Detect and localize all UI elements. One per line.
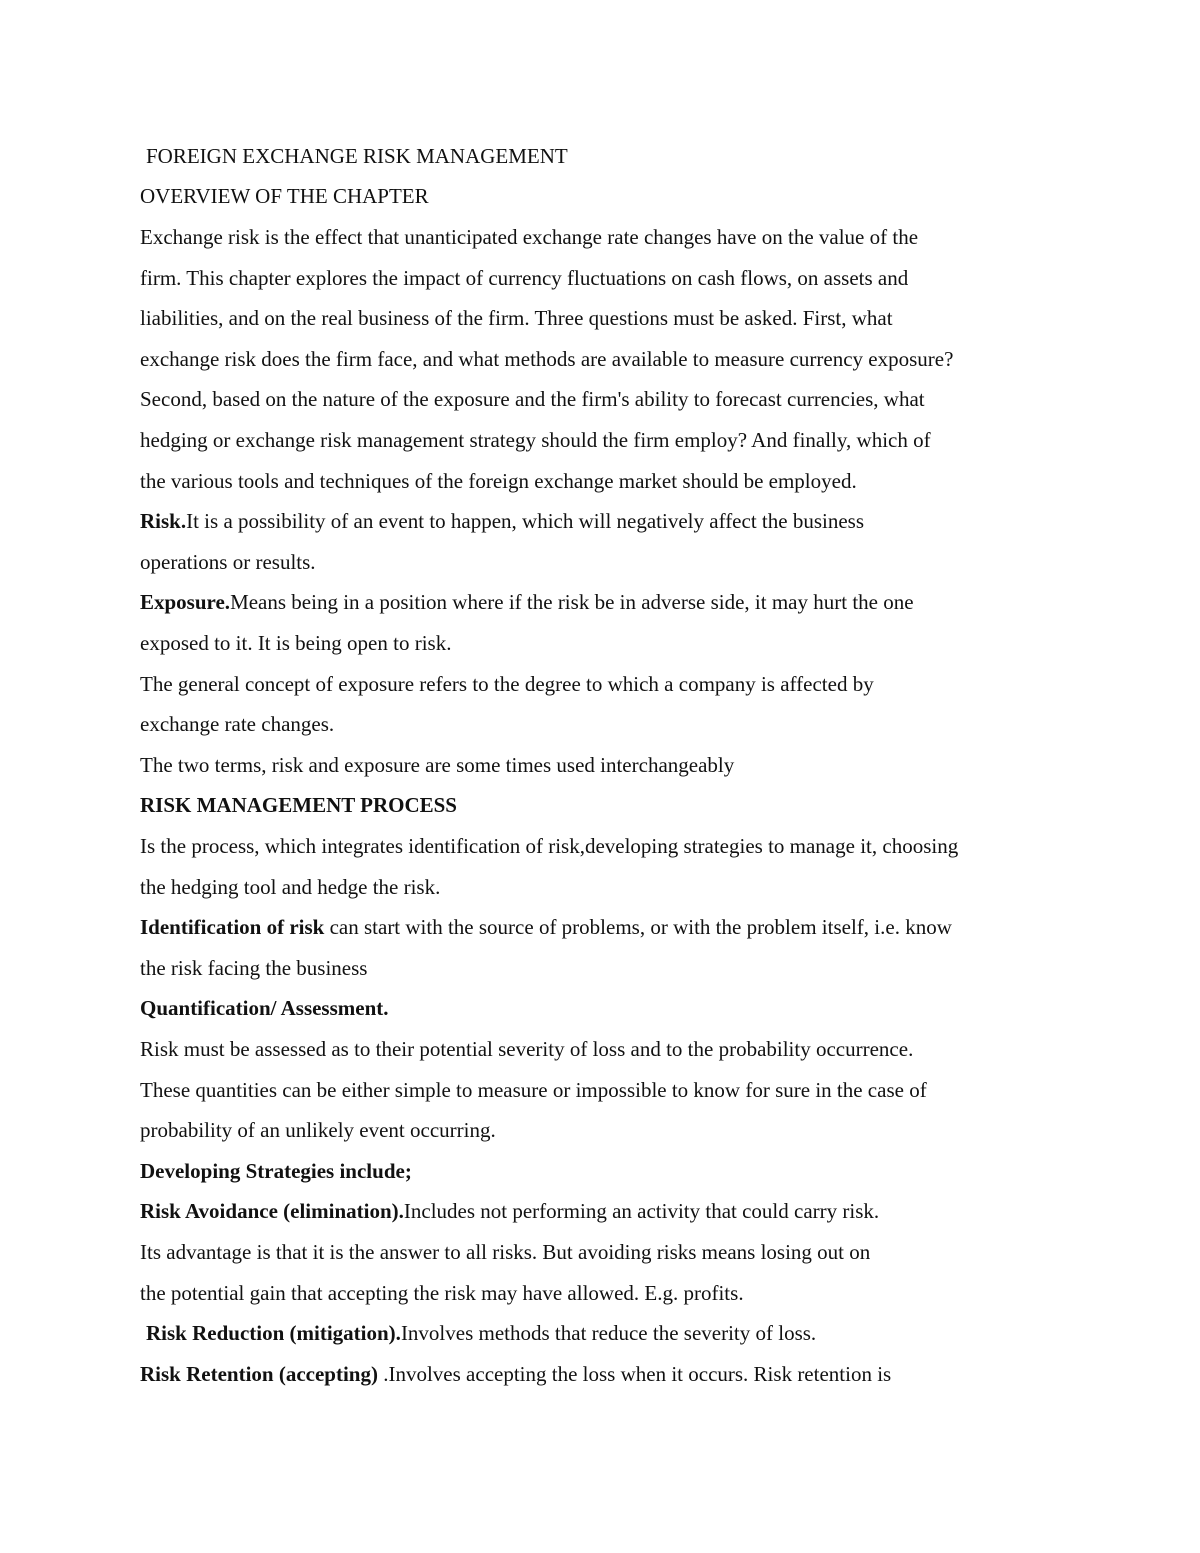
quantification-heading: Quantification/ Assessment. <box>140 996 389 1020</box>
risk-definition <box>140 507 864 535</box>
overview-line: hedging or exchange risk management strategy should the firm employ? And finally, which of <box>140 428 931 452</box>
quantification-line: These quantities can be either simple to measure or impossible to know for sure in the case of <box>140 1078 927 1102</box>
reduction-text: Involves methods that reduce the severity of loss. <box>400 1321 817 1345</box>
retention-term: Risk Retention (accepting) <box>140 1362 378 1386</box>
overview-line: exchange risk does the firm face, and what methods are available to measure currency exposure? <box>140 347 954 371</box>
quantification-line: probability of an unlikely event occurring. <box>140 1118 496 1142</box>
risk-text: It is a possibility of an event to happen, which will negatively affect the business <box>186 509 864 533</box>
identification-definition <box>140 913 952 941</box>
overview-heading: OVERVIEW OF THE CHAPTER <box>140 184 429 208</box>
overview-line: firm. This chapter explores the impact of currency fluctuations on cash flows, on assets and <box>140 266 909 290</box>
risk-term: Risk. <box>140 509 187 533</box>
avoidance-term: Risk Avoidance (elimination). <box>140 1199 404 1223</box>
exposure-term: Exposure. <box>140 590 231 614</box>
general-concept: The general concept of exposure refers to the degree to which a company is affected by <box>140 672 874 696</box>
general-concept-cont: exchange rate changes. <box>140 712 335 736</box>
identification-text: can start with the source of problems, or with the problem itself, i.e. know <box>324 915 952 939</box>
avoidance-definition <box>140 1197 879 1225</box>
identification-definition-cont: the risk facing the business <box>140 956 368 980</box>
avoidance-text: Includes not performing an activity that could carry risk. <box>403 1199 880 1223</box>
risk-definition-cont: operations or results. <box>140 550 316 574</box>
identification-term: Identification of risk <box>140 915 325 939</box>
overview-line: liabilities, and on the real business of the firm. Three questions must be asked. First, what <box>140 306 893 330</box>
exposure-definition <box>140 588 914 616</box>
reduction-term: Risk Reduction (mitigation). <box>146 1321 401 1345</box>
overview-line: Second, based on the nature of the exposure and the firm's ability to forecast currencies, what <box>140 387 925 411</box>
quantification-line: Risk must be assessed as to their potential severity of loss and to the probability occurrence. <box>140 1037 914 1061</box>
process-definition: Is the process, which integrates identification of risk,developing strategies to manage it, choosing <box>140 834 959 858</box>
document-title: FOREIGN EXCHANGE RISK MANAGEMENT <box>146 144 568 168</box>
exposure-definition-cont: exposed to it. It is being open to risk. <box>140 631 452 655</box>
process-definition-cont: the hedging tool and hedge the risk. <box>140 875 441 899</box>
avoidance-definition-cont: the potential gain that accepting the risk may have allowed. E.g. profits. <box>140 1281 744 1305</box>
overview-line: the various tools and techniques of the foreign exchange market should be employed. <box>140 469 857 493</box>
avoidance-definition-cont: Its advantage is that it is the answer to all risks. But avoiding risks means losing out on <box>140 1240 871 1264</box>
retention-definition <box>140 1360 891 1388</box>
strategies-heading: Developing Strategies include; <box>140 1159 412 1183</box>
interchangeable-note: The two terms, risk and exposure are some times used interchangeably <box>140 753 735 777</box>
reduction-definition <box>146 1319 816 1347</box>
exposure-text: Means being in a position where if the risk be in adverse side, it may hurt the one <box>230 590 914 614</box>
overview-line: Exchange risk is the effect that unanticipated exchange rate changes have on the value of the <box>140 225 919 249</box>
retention-text: .Involves accepting the loss when it occurs. Risk retention is <box>377 1362 892 1386</box>
process-heading: RISK MANAGEMENT PROCESS <box>140 793 457 817</box>
